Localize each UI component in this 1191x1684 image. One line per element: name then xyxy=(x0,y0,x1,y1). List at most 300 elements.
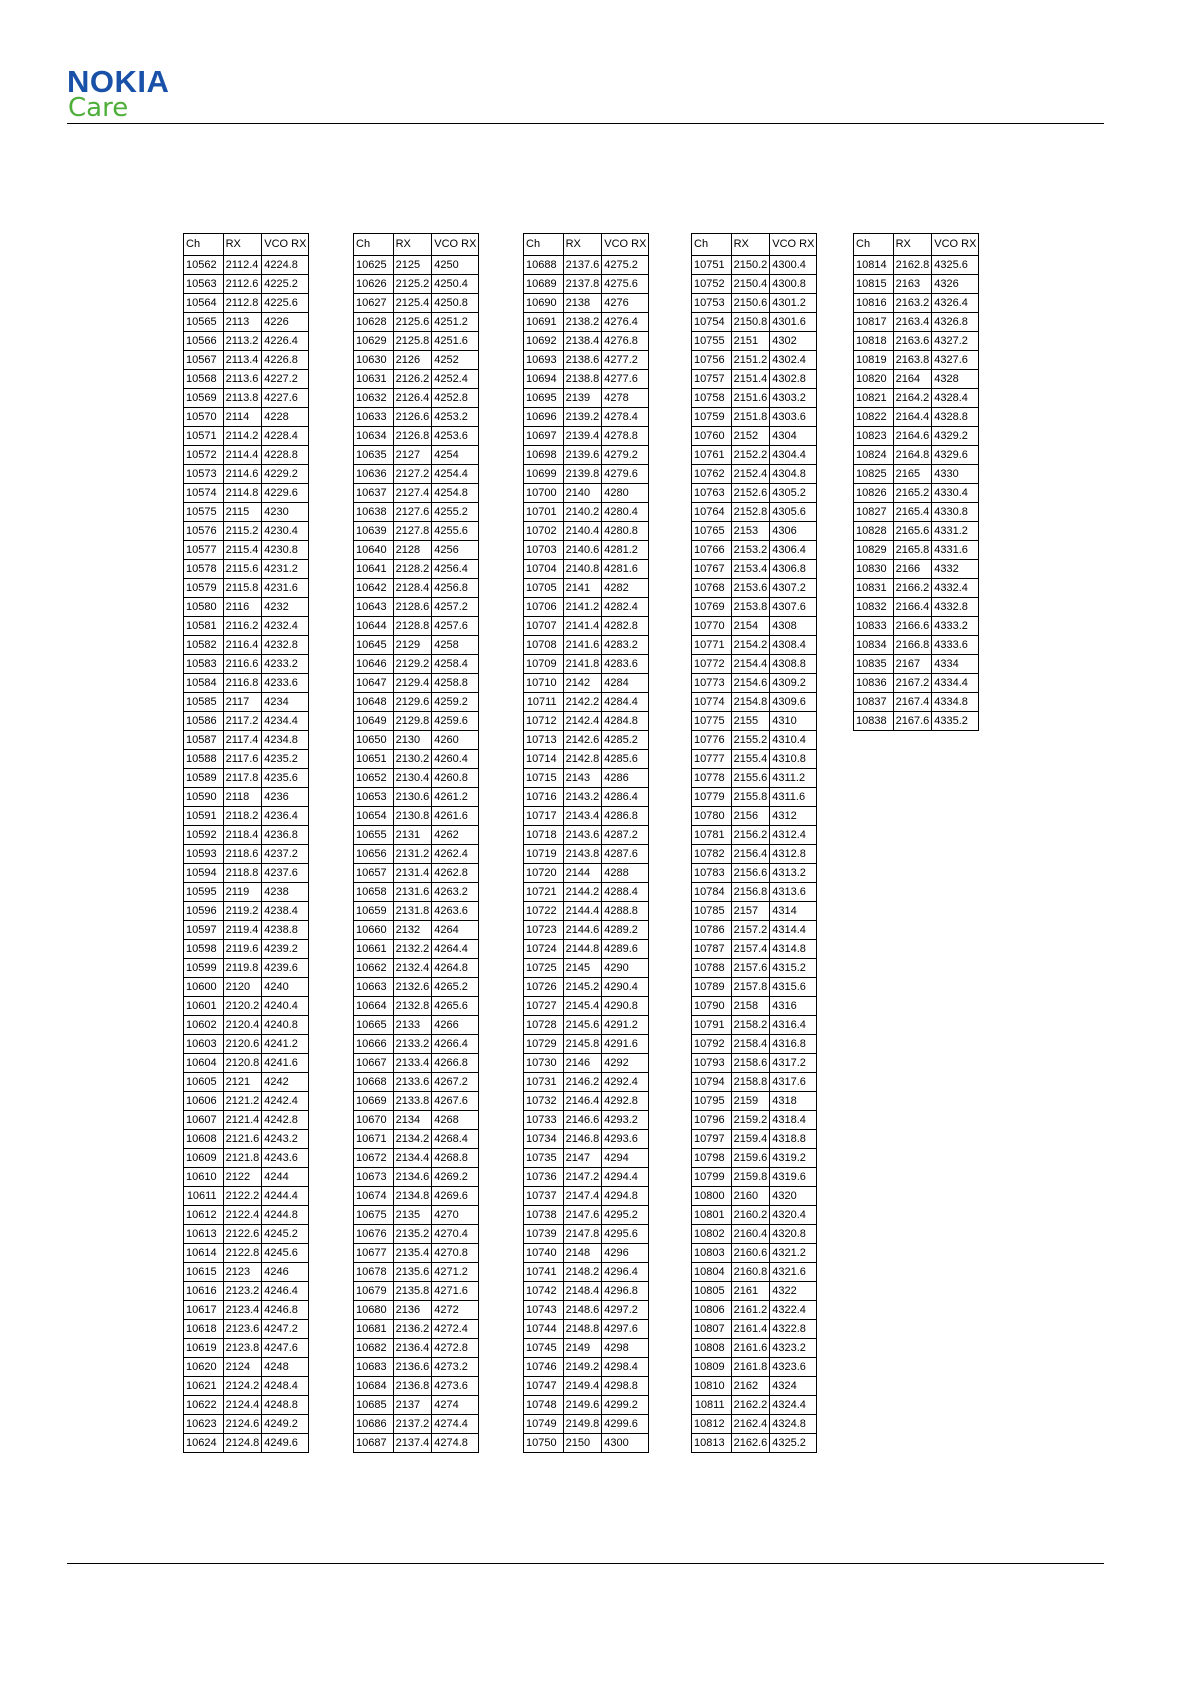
vco-rx-cell: 4262.4 xyxy=(432,845,479,864)
table-row xyxy=(184,1301,309,1320)
vco-rx-cell: 4322.4 xyxy=(770,1301,817,1320)
table-row xyxy=(854,446,979,465)
vco-rx-cell: 4332 xyxy=(932,560,979,579)
channel-cell: 10577 xyxy=(184,541,224,560)
channel-cell: 10605 xyxy=(184,1073,224,1092)
rx-cell: 2156.4 xyxy=(731,845,770,864)
vco-rx-cell: 4257.6 xyxy=(432,617,479,636)
rx-cell: 2160 xyxy=(731,1187,770,1206)
vco-rx-cell: 4271.2 xyxy=(432,1263,479,1282)
rx-cell: 2137 xyxy=(393,1396,432,1415)
rx-cell: 2146.2 xyxy=(563,1073,602,1092)
channel-cell: 10756 xyxy=(692,351,732,370)
rx-cell: 2115.6 xyxy=(223,560,262,579)
channel-cell: 10579 xyxy=(184,579,224,598)
table-row xyxy=(524,446,649,465)
channel-cell: 10749 xyxy=(524,1415,564,1434)
table-row xyxy=(184,465,309,484)
rx-cell: 2166.4 xyxy=(893,598,932,617)
rx-cell: 2118.8 xyxy=(223,864,262,883)
vco-rx-cell: 4294.4 xyxy=(602,1168,649,1187)
vco-rx-cell: 4297.2 xyxy=(602,1301,649,1320)
channel-cell: 10639 xyxy=(354,522,394,541)
table-row xyxy=(524,1149,649,1168)
table-row xyxy=(524,294,649,313)
column-header: Ch xyxy=(184,234,224,256)
table-row xyxy=(184,1054,309,1073)
rx-cell: 2144.4 xyxy=(563,902,602,921)
rx-cell: 2132 xyxy=(393,921,432,940)
vco-rx-cell: 4260.8 xyxy=(432,769,479,788)
channel-cell: 10835 xyxy=(854,655,894,674)
channel-cell: 10681 xyxy=(354,1320,394,1339)
table-row xyxy=(854,522,979,541)
vco-rx-cell: 4334.4 xyxy=(932,674,979,693)
vco-rx-cell: 4258 xyxy=(432,636,479,655)
vco-rx-cell: 4283.6 xyxy=(602,655,649,674)
channel-cell: 10631 xyxy=(354,370,394,389)
table-row xyxy=(354,959,479,978)
channel-cell: 10802 xyxy=(692,1225,732,1244)
table-row xyxy=(524,541,649,560)
rx-cell: 2147.4 xyxy=(563,1187,602,1206)
table-row xyxy=(354,902,479,921)
vco-rx-cell: 4324.4 xyxy=(770,1396,817,1415)
channel-cell: 10723 xyxy=(524,921,564,940)
channel-cell: 10745 xyxy=(524,1339,564,1358)
rx-cell: 2144.8 xyxy=(563,940,602,959)
vco-rx-cell: 4272.4 xyxy=(432,1320,479,1339)
channel-cell: 10719 xyxy=(524,845,564,864)
rx-cell: 2112.4 xyxy=(223,256,262,275)
table-row xyxy=(524,1263,649,1282)
rx-cell: 2122.6 xyxy=(223,1225,262,1244)
table-row xyxy=(354,674,479,693)
vco-rx-cell: 4301.2 xyxy=(770,294,817,313)
vco-rx-cell: 4262.8 xyxy=(432,864,479,883)
channel-cell: 10713 xyxy=(524,731,564,750)
channel-cell: 10743 xyxy=(524,1301,564,1320)
table-row xyxy=(184,693,309,712)
table-row xyxy=(524,275,649,294)
channel-cell: 10661 xyxy=(354,940,394,959)
table-row xyxy=(184,655,309,674)
vco-rx-cell: 4335.2 xyxy=(932,712,979,731)
rx-cell: 2166.8 xyxy=(893,636,932,655)
channel-cell: 10752 xyxy=(692,275,732,294)
table-row xyxy=(854,275,979,294)
channel-cell: 10813 xyxy=(692,1434,732,1453)
table-row xyxy=(354,1054,479,1073)
rx-cell: 2158 xyxy=(731,997,770,1016)
table-row xyxy=(692,1035,817,1054)
rx-cell: 2132.8 xyxy=(393,997,432,1016)
channel-cell: 10732 xyxy=(524,1092,564,1111)
table-row xyxy=(854,484,979,503)
rx-cell: 2147.6 xyxy=(563,1206,602,1225)
table-row xyxy=(354,1092,479,1111)
vco-rx-cell: 4328.4 xyxy=(932,389,979,408)
channel-cell: 10774 xyxy=(692,693,732,712)
vco-rx-cell: 4258.4 xyxy=(432,655,479,674)
rx-cell: 2138.6 xyxy=(563,351,602,370)
rx-cell: 2130.6 xyxy=(393,788,432,807)
table-row xyxy=(692,332,817,351)
vco-rx-cell: 4315.2 xyxy=(770,959,817,978)
channel-cell: 10584 xyxy=(184,674,224,693)
channel-cell: 10759 xyxy=(692,408,732,427)
rx-cell: 2151.8 xyxy=(731,408,770,427)
vco-rx-cell: 4303.6 xyxy=(770,408,817,427)
vco-rx-cell: 4278 xyxy=(602,389,649,408)
rx-cell: 2125.4 xyxy=(393,294,432,313)
vco-rx-cell: 4228.8 xyxy=(262,446,309,465)
channel-cell: 10772 xyxy=(692,655,732,674)
vco-rx-cell: 4255.6 xyxy=(432,522,479,541)
rx-cell: 2163.4 xyxy=(893,313,932,332)
table-row xyxy=(184,921,309,940)
vco-rx-cell: 4273.2 xyxy=(432,1358,479,1377)
channel-cell: 10688 xyxy=(524,256,564,275)
channel-cell: 10689 xyxy=(524,275,564,294)
table-row xyxy=(184,826,309,845)
rx-cell: 2132.2 xyxy=(393,940,432,959)
table-row xyxy=(354,1225,479,1244)
table-row xyxy=(854,313,979,332)
vco-rx-cell: 4264.4 xyxy=(432,940,479,959)
rx-cell: 2140.8 xyxy=(563,560,602,579)
table-row xyxy=(692,1225,817,1244)
channel-cell: 10602 xyxy=(184,1016,224,1035)
channel-cell: 10659 xyxy=(354,902,394,921)
rx-cell: 2127.2 xyxy=(393,465,432,484)
rx-cell: 2134.2 xyxy=(393,1130,432,1149)
rx-cell: 2149 xyxy=(563,1339,602,1358)
channel-cell: 10754 xyxy=(692,313,732,332)
vco-rx-cell: 4236.4 xyxy=(262,807,309,826)
vco-rx-cell: 4284 xyxy=(602,674,649,693)
channel-cell: 10822 xyxy=(854,408,894,427)
table-row xyxy=(692,1282,817,1301)
table-row xyxy=(354,1168,479,1187)
channel-cell: 10667 xyxy=(354,1054,394,1073)
channel-cell: 10736 xyxy=(524,1168,564,1187)
rx-cell: 2158.4 xyxy=(731,1035,770,1054)
rx-cell: 2130.8 xyxy=(393,807,432,826)
channel-table-group xyxy=(183,233,309,1453)
channel-cell: 10695 xyxy=(524,389,564,408)
vco-rx-cell: 4253.2 xyxy=(432,408,479,427)
table-row xyxy=(184,503,309,522)
channel-cell: 10586 xyxy=(184,712,224,731)
channel-cell: 10570 xyxy=(184,408,224,427)
rx-cell: 2167 xyxy=(893,655,932,674)
vco-rx-cell: 4288.4 xyxy=(602,883,649,902)
channel-cell: 10740 xyxy=(524,1244,564,1263)
table-header-row xyxy=(184,234,309,256)
channel-cell: 10816 xyxy=(854,294,894,313)
vco-rx-cell: 4248.8 xyxy=(262,1396,309,1415)
rx-cell: 2115.8 xyxy=(223,579,262,598)
vco-rx-cell: 4324 xyxy=(770,1377,817,1396)
channel-cell: 10647 xyxy=(354,674,394,693)
table-row xyxy=(692,1206,817,1225)
vco-rx-cell: 4250.4 xyxy=(432,275,479,294)
vco-rx-cell: 4287.6 xyxy=(602,845,649,864)
channel-cell: 10704 xyxy=(524,560,564,579)
channel-cell: 10593 xyxy=(184,845,224,864)
channel-cell: 10760 xyxy=(692,427,732,446)
table-row xyxy=(354,275,479,294)
channel-cell: 10604 xyxy=(184,1054,224,1073)
rx-cell: 2143.8 xyxy=(563,845,602,864)
table-row xyxy=(184,370,309,389)
rx-cell: 2113.2 xyxy=(223,332,262,351)
vco-rx-cell: 4263.2 xyxy=(432,883,479,902)
channel-cell: 10646 xyxy=(354,655,394,674)
rx-cell: 2145.4 xyxy=(563,997,602,1016)
table-row xyxy=(184,1377,309,1396)
rx-cell: 2160.8 xyxy=(731,1263,770,1282)
channel-cell: 10674 xyxy=(354,1187,394,1206)
table-row xyxy=(692,978,817,997)
vco-rx-cell: 4315.6 xyxy=(770,978,817,997)
table-row xyxy=(354,1035,479,1054)
rx-cell: 2163.2 xyxy=(893,294,932,313)
channel-cell: 10644 xyxy=(354,617,394,636)
channel-cell: 10686 xyxy=(354,1415,394,1434)
vco-rx-cell: 4291.6 xyxy=(602,1035,649,1054)
channel-cell: 10687 xyxy=(354,1434,394,1453)
vco-rx-cell: 4308.4 xyxy=(770,636,817,655)
vco-rx-cell: 4274 xyxy=(432,1396,479,1415)
rx-cell: 2161.2 xyxy=(731,1301,770,1320)
rx-cell: 2113.6 xyxy=(223,370,262,389)
rx-cell: 2125.2 xyxy=(393,275,432,294)
rx-cell: 2123.8 xyxy=(223,1339,262,1358)
channel-cell: 10734 xyxy=(524,1130,564,1149)
channel-cell: 10693 xyxy=(524,351,564,370)
channel-cell: 10727 xyxy=(524,997,564,1016)
table-row xyxy=(354,1073,479,1092)
channel-cell: 10677 xyxy=(354,1244,394,1263)
vco-rx-cell: 4302 xyxy=(770,332,817,351)
channel-cell: 10837 xyxy=(854,693,894,712)
rx-cell: 2126.8 xyxy=(393,427,432,446)
rx-cell: 2141.4 xyxy=(563,617,602,636)
table-row xyxy=(184,617,309,636)
rx-cell: 2126.4 xyxy=(393,389,432,408)
channel-cell: 10751 xyxy=(692,256,732,275)
table-row xyxy=(524,427,649,446)
channel-cell: 10769 xyxy=(692,598,732,617)
table-row xyxy=(354,1187,479,1206)
table-row xyxy=(524,731,649,750)
channel-cell: 10767 xyxy=(692,560,732,579)
channel-cell: 10804 xyxy=(692,1263,732,1282)
vco-rx-cell: 4228 xyxy=(262,408,309,427)
table-row xyxy=(524,1073,649,1092)
rx-cell: 2165.4 xyxy=(893,503,932,522)
rx-cell: 2163.6 xyxy=(893,332,932,351)
channel-cell: 10582 xyxy=(184,636,224,655)
table-row xyxy=(692,731,817,750)
rx-cell: 2131.8 xyxy=(393,902,432,921)
table-row xyxy=(184,332,309,351)
channel-cell: 10705 xyxy=(524,579,564,598)
rx-cell: 2156.2 xyxy=(731,826,770,845)
channel-cell: 10612 xyxy=(184,1206,224,1225)
rx-cell: 2141.8 xyxy=(563,655,602,674)
channel-cell: 10595 xyxy=(184,883,224,902)
rx-cell: 2131 xyxy=(393,826,432,845)
rx-cell: 2161 xyxy=(731,1282,770,1301)
table-row xyxy=(184,1111,309,1130)
rx-cell: 2148.8 xyxy=(563,1320,602,1339)
column-header: Ch xyxy=(354,234,394,256)
vco-rx-cell: 4318.4 xyxy=(770,1111,817,1130)
channel-cell: 10768 xyxy=(692,579,732,598)
table-row xyxy=(524,826,649,845)
channel-cell: 10710 xyxy=(524,674,564,693)
rx-cell: 2161.8 xyxy=(731,1358,770,1377)
rx-cell: 2149.8 xyxy=(563,1415,602,1434)
vco-rx-cell: 4234 xyxy=(262,693,309,712)
table-row xyxy=(692,1358,817,1377)
channel-cell: 10580 xyxy=(184,598,224,617)
table-header-row xyxy=(854,234,979,256)
channel-cell: 10790 xyxy=(692,997,732,1016)
channel-cell: 10618 xyxy=(184,1320,224,1339)
vco-rx-cell: 4234.4 xyxy=(262,712,309,731)
rx-cell: 2130.4 xyxy=(393,769,432,788)
rx-cell: 2149.4 xyxy=(563,1377,602,1396)
vco-rx-cell: 4334.8 xyxy=(932,693,979,712)
table-row xyxy=(184,598,309,617)
table-row xyxy=(354,313,479,332)
channel-cell: 10625 xyxy=(354,256,394,275)
table-row xyxy=(854,579,979,598)
channel-cell: 10632 xyxy=(354,389,394,408)
channel-cell: 10591 xyxy=(184,807,224,826)
vco-rx-cell: 4237.2 xyxy=(262,845,309,864)
vco-rx-cell: 4231.6 xyxy=(262,579,309,598)
vco-rx-cell: 4295.2 xyxy=(602,1206,649,1225)
table-row xyxy=(184,750,309,769)
vco-rx-cell: 4245.6 xyxy=(262,1244,309,1263)
channel-cell: 10585 xyxy=(184,693,224,712)
vco-rx-cell: 4303.2 xyxy=(770,389,817,408)
vco-rx-cell: 4256 xyxy=(432,541,479,560)
channel-cell: 10807 xyxy=(692,1320,732,1339)
vco-rx-cell: 4246 xyxy=(262,1263,309,1282)
rx-cell: 2131.2 xyxy=(393,845,432,864)
channel-cell: 10750 xyxy=(524,1434,564,1453)
table-row xyxy=(354,1244,479,1263)
rx-cell: 2133.2 xyxy=(393,1035,432,1054)
rx-cell: 2164.4 xyxy=(893,408,932,427)
vco-rx-cell: 4325.6 xyxy=(932,256,979,275)
rx-cell: 2160.2 xyxy=(731,1206,770,1225)
table-row xyxy=(524,617,649,636)
vco-rx-cell: 4283.2 xyxy=(602,636,649,655)
table-row xyxy=(524,940,649,959)
table-row xyxy=(184,294,309,313)
vco-rx-cell: 4309.6 xyxy=(770,693,817,712)
table-row xyxy=(354,1206,479,1225)
rx-cell: 2141 xyxy=(563,579,602,598)
rx-cell: 2162 xyxy=(731,1377,770,1396)
rx-cell: 2139.8 xyxy=(563,465,602,484)
table-row xyxy=(692,275,817,294)
channel-cell: 10762 xyxy=(692,465,732,484)
vco-rx-cell: 4268.4 xyxy=(432,1130,479,1149)
rx-cell: 2137.8 xyxy=(563,275,602,294)
channel-cell: 10776 xyxy=(692,731,732,750)
channel-cell: 10613 xyxy=(184,1225,224,1244)
vco-rx-cell: 4320 xyxy=(770,1187,817,1206)
vco-rx-cell: 4233.2 xyxy=(262,655,309,674)
vco-rx-cell: 4292 xyxy=(602,1054,649,1073)
table-row xyxy=(524,959,649,978)
channel-cell: 10572 xyxy=(184,446,224,465)
channel-cell: 10823 xyxy=(854,427,894,446)
rx-cell: 2155.6 xyxy=(731,769,770,788)
rx-cell: 2162.2 xyxy=(731,1396,770,1415)
table-row xyxy=(184,1206,309,1225)
rx-cell: 2114 xyxy=(223,408,262,427)
table-row xyxy=(692,1396,817,1415)
channel-cell: 10649 xyxy=(354,712,394,731)
channel-cell: 10573 xyxy=(184,465,224,484)
rx-cell: 2152 xyxy=(731,427,770,446)
channel-table-group xyxy=(853,233,979,731)
table-row xyxy=(854,617,979,636)
rx-cell: 2135.8 xyxy=(393,1282,432,1301)
vco-rx-cell: 4282.8 xyxy=(602,617,649,636)
rx-cell: 2152.4 xyxy=(731,465,770,484)
rx-cell: 2136.8 xyxy=(393,1377,432,1396)
channel-cell: 10565 xyxy=(184,313,224,332)
table-row xyxy=(524,389,649,408)
table-row xyxy=(692,864,817,883)
channel-cell: 10786 xyxy=(692,921,732,940)
rx-cell: 2129.6 xyxy=(393,693,432,712)
table-row xyxy=(524,712,649,731)
vco-rx-cell: 4317.2 xyxy=(770,1054,817,1073)
column-header: RX xyxy=(563,234,602,256)
rx-cell: 2166.6 xyxy=(893,617,932,636)
vco-rx-cell: 4271.6 xyxy=(432,1282,479,1301)
table-row xyxy=(524,1035,649,1054)
vco-rx-cell: 4248.4 xyxy=(262,1377,309,1396)
rx-cell: 2127 xyxy=(393,446,432,465)
rx-cell: 2114.4 xyxy=(223,446,262,465)
rx-cell: 2139 xyxy=(563,389,602,408)
vco-rx-cell: 4250 xyxy=(432,256,479,275)
vco-rx-cell: 4234.8 xyxy=(262,731,309,750)
table-row xyxy=(184,864,309,883)
channel-cell: 10614 xyxy=(184,1244,224,1263)
table-row xyxy=(184,807,309,826)
table-row xyxy=(354,1358,479,1377)
table-row xyxy=(184,1434,309,1453)
rx-cell: 2117.6 xyxy=(223,750,262,769)
channel-cell: 10680 xyxy=(354,1301,394,1320)
table-row xyxy=(354,693,479,712)
channel-cell: 10656 xyxy=(354,845,394,864)
rx-cell: 2143 xyxy=(563,769,602,788)
